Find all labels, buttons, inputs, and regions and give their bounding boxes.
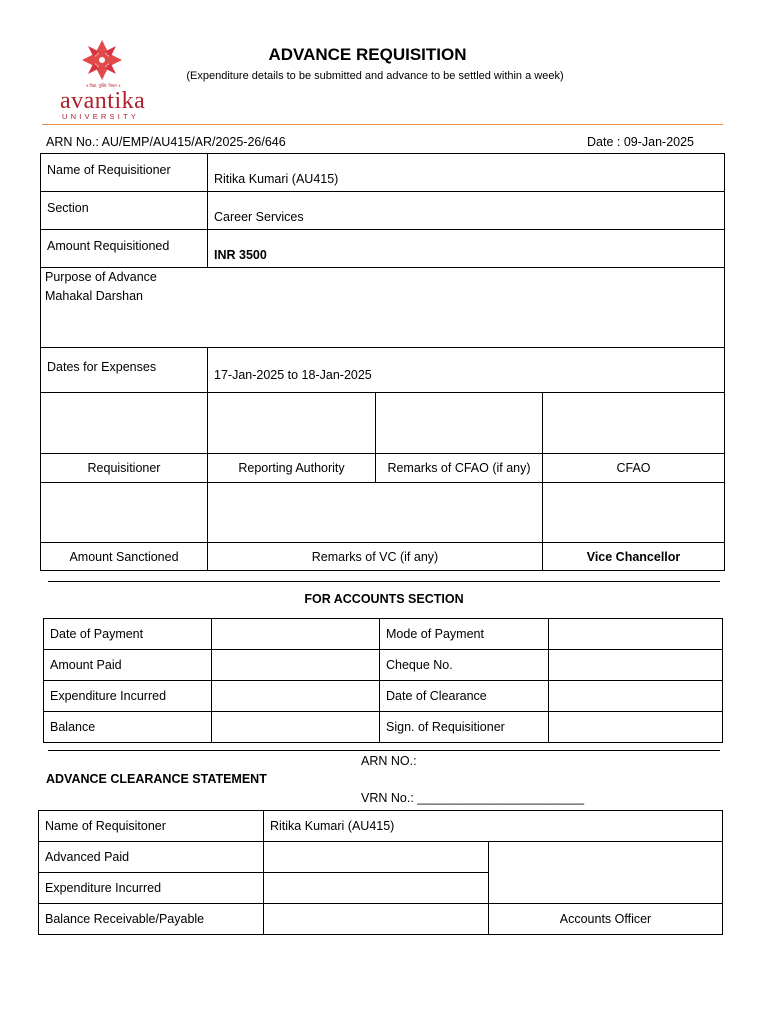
clearance-expenditure-label: Expenditure Incurred xyxy=(39,873,264,904)
sign-requisitioner-label: Sign. of Requisitioner xyxy=(380,712,549,743)
cfao-remarks-box xyxy=(376,393,543,454)
arn-number: ARN No.: AU/EMP/AU415/AR/2025-26/646 xyxy=(46,135,286,149)
balance-receivable-value xyxy=(264,904,489,935)
clearance-name-value: Ritika Kumari (AU415) xyxy=(264,811,723,842)
accounts-heading: FOR ACCOUNTS SECTION xyxy=(304,592,464,606)
requisitioner-sign-box xyxy=(41,393,208,454)
accounts-officer-caption: Accounts Officer xyxy=(489,904,723,935)
clearance-name-label: Name of Requisitoner xyxy=(39,811,264,842)
clearance-arn: ARN NO.: xyxy=(361,754,417,768)
logo-university: UNIVERSITY xyxy=(62,112,140,121)
vrn-number: VRN No.: ________________________ xyxy=(361,791,585,805)
requisition-table xyxy=(40,153,725,571)
mode-of-payment-label: Mode of Payment xyxy=(380,619,549,650)
cfao-caption: CFAO xyxy=(543,454,725,483)
purpose-label: Purpose of Advance xyxy=(45,270,157,284)
balance-receivable-label: Balance Receivable/Payable xyxy=(39,904,264,935)
mode-of-payment-value xyxy=(549,619,723,650)
dates-label: Dates for Expenses xyxy=(41,348,208,393)
amount-paid-label: Amount Paid xyxy=(44,650,212,681)
expenditure-incurred-label: Expenditure Incurred xyxy=(44,681,212,712)
purpose-cell xyxy=(41,268,725,348)
vc-sign-box xyxy=(543,483,725,543)
advanced-paid-label: Advanced Paid xyxy=(39,842,264,873)
reporting-authority-sign-box xyxy=(208,393,376,454)
balance-value xyxy=(212,712,380,743)
amount-sanctioned-caption: Amount Sanctioned xyxy=(41,543,208,571)
purpose-value: Mahakal Darshan xyxy=(45,289,143,303)
requisitioner-caption: Requisitioner xyxy=(41,454,208,483)
page-subtitle: (Expenditure details to be submitted and advance to be settled within a week) xyxy=(186,70,564,82)
vc-remarks-box xyxy=(208,483,543,543)
amount-sanctioned-box xyxy=(41,483,208,543)
date-of-payment-label: Date of Payment xyxy=(44,619,212,650)
accounts-table xyxy=(43,618,723,743)
sign-requisitioner-value xyxy=(549,712,723,743)
balance-label: Balance xyxy=(44,712,212,743)
remarks-cfao-caption: Remarks of CFAO (if any) xyxy=(376,454,543,483)
name-value: Ritika Kumari (AU415) xyxy=(208,154,725,192)
dates-value: 17-Jan-2025 to 18-Jan-2025 xyxy=(208,348,725,393)
cheque-no-label: Cheque No. xyxy=(380,650,549,681)
amount-label: Amount Requisitioned xyxy=(41,230,208,268)
clearance-table xyxy=(38,810,723,935)
reporting-authority-caption: Reporting Authority xyxy=(208,454,376,483)
accounts-officer-sign-box xyxy=(489,842,723,904)
name-label: Name of Requisitioner xyxy=(41,154,208,192)
logo-tagline: ॥ विद्या, युक्ति, विचार ॥ xyxy=(86,83,121,88)
section-label: Section xyxy=(41,192,208,230)
header-divider xyxy=(42,124,723,125)
cheque-no-value xyxy=(549,650,723,681)
date-of-payment-value xyxy=(212,619,380,650)
date-of-clearance-label: Date of Clearance xyxy=(380,681,549,712)
document-date: Date : 09-Jan-2025 xyxy=(587,135,695,149)
section-value: Career Services xyxy=(208,192,725,230)
cfao-sign-box xyxy=(543,393,725,454)
amount-paid-value xyxy=(212,650,380,681)
amount-value: INR 3500 xyxy=(208,230,725,268)
clearance-heading: ADVANCE CLEARANCE STATEMENT xyxy=(46,772,267,786)
vice-chancellor-caption: Vice Chancellor xyxy=(543,543,725,571)
remarks-vc-caption: Remarks of VC (if any) xyxy=(208,543,543,571)
clearance-expenditure-value xyxy=(264,873,489,904)
section-divider xyxy=(48,581,720,582)
date-of-clearance-value xyxy=(549,681,723,712)
logo-brand: avantika xyxy=(60,88,146,114)
page-title: ADVANCE REQUISITION xyxy=(268,45,467,64)
expenditure-incurred-value xyxy=(212,681,380,712)
clearance-divider xyxy=(48,750,720,751)
advanced-paid-value xyxy=(264,842,489,873)
